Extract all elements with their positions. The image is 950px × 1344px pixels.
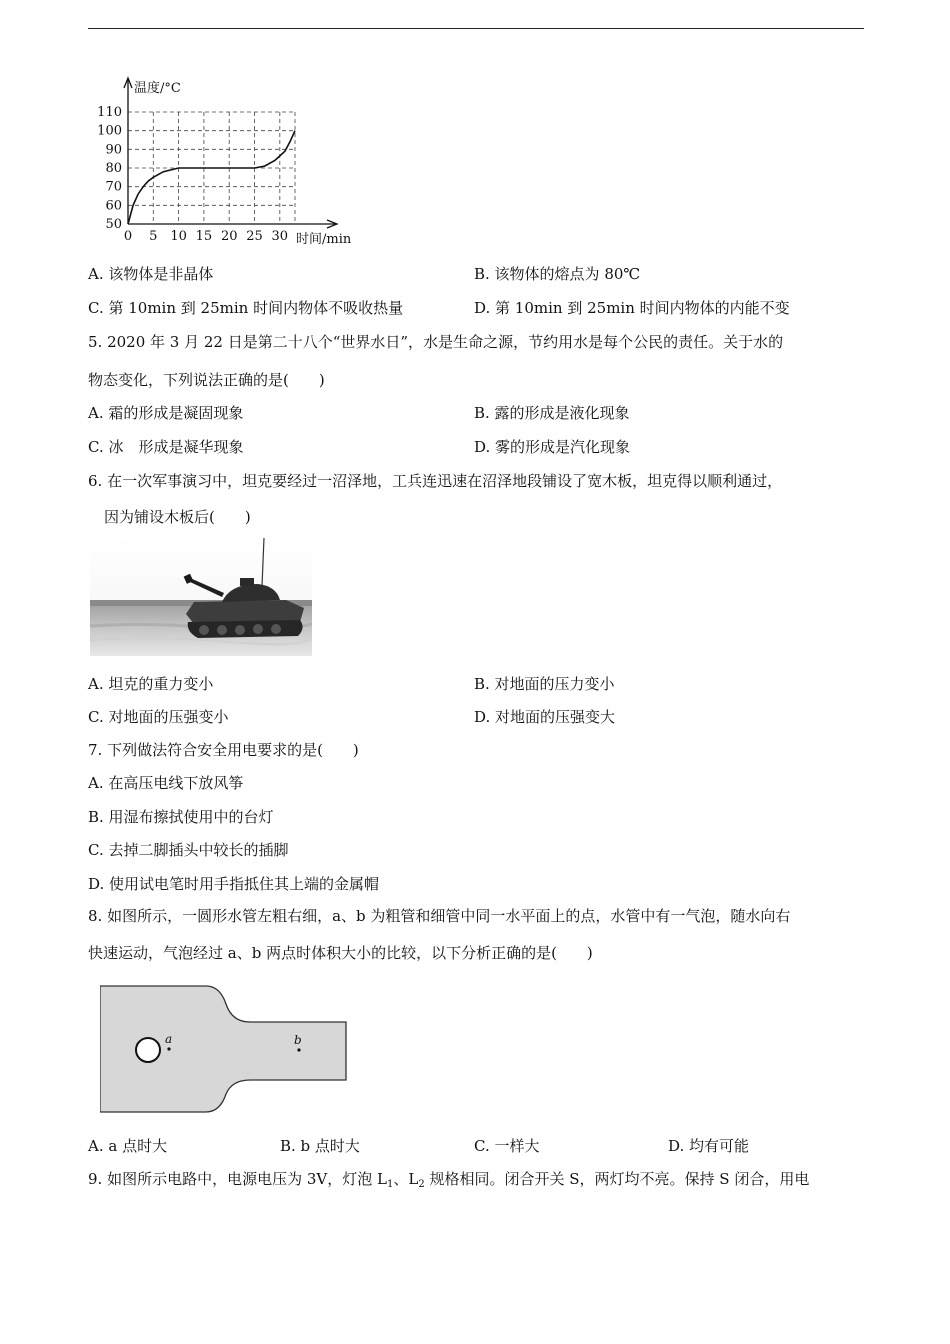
q5-stem-line1: 5. 2020 年 3 月 22 日是第二十八个“世界水日”，水是生命之源，节约用水是每个公民的责任。关于水的: [88, 333, 784, 351]
q5-option-d[interactable]: D. 雾的形成是汽化现象: [474, 438, 631, 456]
q7-option-d[interactable]: D. 使用试电笔时用手指抵住其上端的金属帽: [88, 875, 380, 893]
q6-stem-line1: 6. 在一次军事演习中，坦克要经过一沼泽地，工兵连迅速在沼泽地段铺设了宽木板，坦克得以顺利通过，: [88, 472, 783, 490]
q9-stem: 9. 如图所示电路中，电源电压为 3V，灯泡 $L_1$、$L_2$ 规格相同。闭合开关 S，两灯均不亮。保持 S 闭合，用电: [88, 1170, 810, 1190]
q5-option-a[interactable]: A. 霜的形成是凝固现象: [88, 404, 244, 422]
y-tick-label: 50: [105, 217, 122, 232]
q8-stem-line1: 8. 如图所示，一圆形水管左粗右细，a、b 为粗管和细管中同一水平面上的点，水管中有一气泡，随水向右: [88, 907, 791, 925]
y-tick-label: 80: [105, 161, 122, 176]
header-rule: [88, 28, 864, 29]
y-axis-label: 温度/°C: [134, 81, 181, 96]
q4-option-a[interactable]: A. 该物体是非晶体: [88, 265, 214, 283]
water-pipe-figure: [100, 984, 352, 1114]
x-tick-label: 25: [246, 229, 263, 244]
q4-option-b[interactable]: B. 该物体的熔点为 80℃: [474, 265, 641, 283]
q5-stem-line2: 物态变化，下列说法正确的是( ): [88, 371, 325, 389]
point-b-label: b: [294, 1033, 302, 1047]
point-a-label: a: [165, 1032, 173, 1046]
air-bubble: [136, 1038, 160, 1062]
q6-option-b[interactable]: B. 对地面的压力变小: [474, 675, 615, 693]
q6-option-d[interactable]: D. 对地面的压强变大: [474, 708, 616, 726]
q8-option-a[interactable]: A. a 点时大: [88, 1137, 168, 1155]
q7-stem: 7. 下列做法符合安全用电要求的是( ): [88, 741, 359, 759]
x-axis-label: 时间/min: [296, 232, 352, 247]
x-tick-label: 10: [170, 229, 187, 244]
y-tick-label: 60: [105, 198, 122, 214]
q7-option-b[interactable]: B. 用湿布擦拭使用中的台灯: [88, 808, 274, 826]
x-tick-label: 20: [220, 229, 238, 244]
q8-option-b[interactable]: B. b 点时大: [280, 1137, 360, 1155]
y-tick-label: 70: [105, 179, 122, 195]
q4-option-d[interactable]: D. 第 10min 到 25min 时间内物体的内能不变: [474, 299, 790, 317]
q6-stem-line2: 因为铺设木板后( ): [104, 508, 251, 526]
q6-option-c[interactable]: C. 对地面的压强变小: [88, 708, 229, 726]
q8-option-d[interactable]: D. 均有可能: [668, 1137, 750, 1155]
q8-stem-line2: 快速运动，气泡经过 a、b 两点时体积大小的比较，以下分析正确的是( ): [88, 944, 593, 962]
q5-option-c[interactable]: C. 冰 形成是凝华现象: [88, 438, 244, 456]
y-tick-label: 110: [97, 105, 122, 120]
q7-option-a[interactable]: A. 在高压电线下放风筝: [88, 774, 244, 792]
q7-option-c[interactable]: C. 去掉二脚插头中较长的插脚: [88, 841, 289, 859]
q8-option-c[interactable]: C. 一样大: [474, 1137, 540, 1155]
y-tick-label: 100: [97, 123, 122, 139]
x-tick-label: 15: [195, 229, 213, 244]
q5-option-b[interactable]: B. 露的形成是液化现象: [474, 404, 630, 422]
x-tick-label: 30: [271, 229, 289, 244]
x-tick-label: 5: [149, 229, 158, 244]
y-tick-label: 90: [105, 142, 122, 158]
q4-option-c[interactable]: C. 第 10min 到 25min 时间内物体不吸收热量: [88, 299, 404, 317]
x-tick-label: 0: [123, 229, 133, 244]
q6-option-a[interactable]: A. 坦克的重力变小: [88, 675, 214, 693]
tank-photo: [90, 538, 312, 656]
temperature-time-chart: [90, 72, 380, 247]
